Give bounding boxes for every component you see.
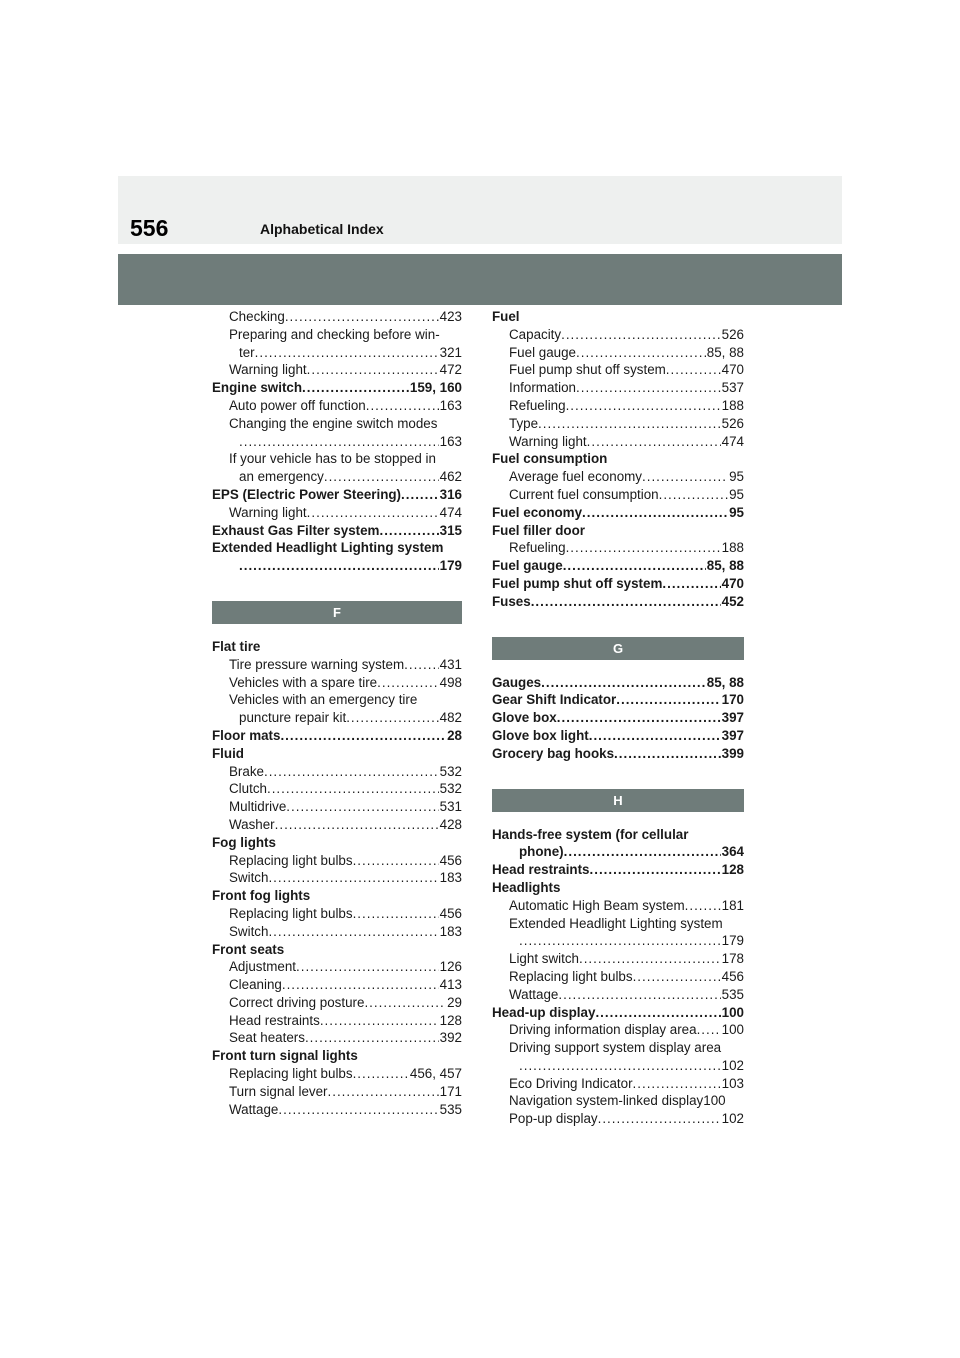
page-reference: 474	[439, 504, 462, 520]
entry-label: Grocery bag hooks	[492, 745, 615, 761]
index-heading	[212, 745, 462, 763]
dot-leader	[566, 539, 721, 557]
dot-leader	[324, 468, 439, 486]
index-entry	[492, 344, 744, 362]
dot-leader	[239, 433, 439, 451]
dot-leader	[404, 656, 439, 674]
dot-leader	[531, 593, 721, 611]
index-heading	[492, 915, 744, 933]
dot-leader	[642, 468, 728, 486]
entry-label: Replacing light bulbs	[229, 905, 353, 921]
page-reference: 470	[721, 362, 744, 378]
entry-label: Pop-up display	[509, 1111, 598, 1127]
page-reference: 456	[439, 905, 462, 921]
index-entry	[212, 905, 462, 923]
dot-leader	[519, 932, 721, 950]
dot-leader	[589, 727, 721, 745]
entry-label: Information	[509, 380, 576, 396]
index-entry	[492, 727, 744, 745]
entry-label: Extended Headlight Lighting system	[509, 915, 723, 931]
entry-label: Refueling	[509, 397, 566, 413]
index-entry	[212, 674, 462, 692]
page-reference: 364	[721, 844, 744, 860]
entry-label: Average fuel economy	[509, 469, 642, 485]
entry-label: Correct driving posture	[229, 994, 365, 1010]
page-reference: 163	[439, 397, 462, 413]
index-entry	[212, 504, 462, 522]
index-heading	[212, 450, 462, 468]
dot-leader	[614, 745, 721, 763]
entry-label: Switch	[229, 870, 269, 886]
entry-label: Capacity	[509, 326, 562, 342]
index-entry	[212, 468, 462, 486]
entry-label: Cleaning	[229, 977, 282, 993]
index-entry	[212, 780, 462, 798]
page-reference: 535	[439, 1101, 462, 1117]
page-reference: 535	[721, 986, 744, 1002]
dot-leader	[353, 905, 439, 923]
page-reference: 102	[721, 1057, 744, 1073]
entry-label: Engine switch	[212, 380, 303, 396]
section-header: G	[492, 637, 744, 660]
page-reference: 171	[439, 1083, 462, 1099]
index-column-right	[492, 308, 744, 1128]
index-heading	[492, 450, 744, 468]
page-reference: 399	[721, 745, 744, 761]
index-heading	[492, 522, 744, 540]
page-reference: 188	[721, 540, 744, 556]
entry-label: Multidrive	[229, 799, 287, 815]
index-heading	[212, 638, 462, 656]
entry-label: Tire pressure warning system	[229, 656, 405, 672]
entry-label: Head-up display	[492, 1004, 596, 1020]
dot-leader	[346, 709, 438, 727]
index-entry	[492, 361, 744, 379]
index-entry	[212, 763, 462, 781]
entry-label: Hands-free system (for cellular	[492, 826, 689, 842]
index-entry	[492, 950, 744, 968]
index-entry	[492, 504, 744, 522]
index-entry	[492, 575, 744, 593]
index-heading	[212, 415, 462, 433]
index-entry	[492, 397, 744, 415]
entry-label: Wattage	[229, 1101, 279, 1117]
index-entry	[492, 932, 744, 950]
index-heading	[212, 941, 462, 959]
page-number: 556	[130, 215, 169, 241]
page-reference: 183	[439, 870, 462, 886]
dot-leader	[697, 1021, 721, 1039]
index-entry	[212, 557, 462, 575]
index-entry	[212, 852, 462, 870]
entry-label: an emergency	[239, 469, 324, 485]
index-entry	[492, 1110, 744, 1128]
entry-label: Fluid	[212, 745, 244, 761]
index-heading	[492, 879, 744, 897]
page-reference: 397	[721, 710, 744, 726]
entry-label: Checking	[229, 309, 285, 324]
index-entry	[492, 415, 744, 433]
entry-label: Auto power off function	[229, 397, 366, 413]
page-reference: 428	[439, 816, 462, 832]
dot-leader	[666, 361, 721, 379]
entry-label: Replacing light bulbs	[229, 852, 353, 868]
entry-label: Flat tire	[212, 638, 261, 654]
dot-leader	[379, 522, 438, 540]
page-reference: 456	[721, 968, 744, 984]
dot-leader	[662, 575, 720, 593]
dot-leader	[275, 816, 439, 834]
page-reference: 431	[439, 656, 462, 672]
page-reference: 526	[721, 326, 744, 342]
entry-label: puncture repair kit	[239, 710, 347, 726]
index-entry	[492, 468, 744, 486]
entry-label: Exhaust Gas Filter system	[212, 522, 380, 538]
entry-label: Floor mats	[212, 727, 281, 743]
index-heading	[212, 691, 462, 709]
section-header: H	[492, 789, 744, 812]
page-reference: 423	[439, 309, 462, 324]
dot-leader	[633, 1075, 721, 1093]
index-entry	[212, 433, 462, 451]
index-entry	[212, 308, 462, 326]
entry-label: EPS (Electric Power Steering)	[212, 486, 402, 502]
entry-label: Front fog lights	[212, 888, 311, 904]
index-entry	[492, 897, 744, 915]
index-entry	[212, 798, 462, 816]
dot-leader	[582, 504, 728, 522]
dot-leader	[278, 1101, 438, 1119]
page-reference: 95	[729, 469, 744, 485]
entry-label: Warning light	[229, 504, 307, 520]
dot-leader	[598, 1110, 721, 1128]
dot-leader	[267, 780, 439, 798]
index-column-left	[212, 308, 462, 1118]
dot-leader	[280, 727, 446, 745]
index-entry	[492, 843, 744, 861]
entry-label: Seat heaters	[229, 1030, 305, 1046]
page-reference: 462	[439, 469, 462, 485]
dot-leader	[286, 798, 438, 816]
entry-label: Preparing and checking before win-	[229, 326, 440, 342]
index-heading	[492, 308, 744, 326]
index-entry	[212, 486, 462, 504]
dot-leader	[557, 709, 721, 727]
page-reference: 452	[721, 593, 744, 609]
entry-label: Replacing light bulbs	[509, 968, 633, 984]
dot-leader	[538, 415, 721, 433]
entry-label: Front seats	[212, 941, 285, 957]
dot-leader	[561, 326, 721, 344]
entry-label: If your vehicle has to be stopped in	[229, 451, 436, 467]
header-band	[118, 176, 842, 244]
dot-leader	[285, 308, 439, 326]
dot-leader	[563, 557, 706, 575]
page-reference: 170	[721, 692, 744, 708]
index-entry	[212, 727, 462, 745]
index-entry	[212, 522, 462, 540]
dot-leader	[366, 397, 439, 415]
page-reference: 163	[439, 433, 462, 449]
dot-leader	[576, 344, 706, 362]
entry-label: Refueling	[509, 540, 566, 556]
dot-leader	[519, 1057, 721, 1075]
page-reference: 531	[439, 799, 462, 815]
index-entry	[492, 968, 744, 986]
section-header: F	[212, 601, 462, 624]
index-heading	[492, 1092, 744, 1110]
entry-label: Head restraints	[492, 862, 590, 878]
entry-label: Gear Shift Indicator	[492, 692, 617, 708]
dot-leader	[328, 1083, 439, 1101]
page-reference: 315	[439, 522, 462, 538]
index-entry	[492, 674, 744, 692]
entry-label: Fuel economy	[492, 504, 583, 520]
index-entry	[212, 1065, 462, 1083]
entry-label: Automatic High Beam system	[509, 897, 685, 913]
dot-leader	[616, 691, 720, 709]
index-entry	[492, 861, 744, 879]
entry-label: Changing the engine switch modes	[229, 415, 438, 431]
entry-label: Fuel	[492, 309, 520, 324]
page-title: Alphabetical Index	[260, 221, 384, 237]
page-reference: 472	[439, 362, 462, 378]
page-reference: 103	[721, 1075, 744, 1091]
page-reference: 85, 88	[706, 558, 744, 574]
page-reference: 28	[447, 727, 462, 743]
entry-label: Eco Driving Indicator	[509, 1075, 633, 1091]
dot-leader	[320, 1012, 439, 1030]
page-reference: 482	[439, 710, 462, 726]
dot-leader	[685, 897, 721, 915]
dot-leader	[353, 1065, 409, 1083]
entry-label: Current fuel consumption	[509, 486, 659, 502]
index-entry	[212, 869, 462, 887]
index-entry	[492, 1021, 744, 1039]
index-entry	[492, 326, 744, 344]
entry-label: Vehicles with a spare tire	[229, 674, 378, 690]
index-heading	[212, 887, 462, 905]
dot-leader	[364, 994, 446, 1012]
index-entry	[492, 539, 744, 557]
entry-label: Clutch	[229, 781, 267, 797]
entry-label: Adjustment	[229, 959, 296, 975]
page-reference: 537	[721, 380, 744, 396]
entry-label: Gauges	[492, 674, 542, 690]
index-entry	[492, 1004, 744, 1022]
index-entry	[492, 593, 744, 611]
entry-label: Switch	[229, 923, 269, 939]
dot-leader	[239, 557, 439, 575]
page-reference: 456	[439, 852, 462, 868]
page-reference: 456, 457	[409, 1066, 462, 1082]
page-reference: 95	[729, 504, 744, 520]
page-reference: 85, 88	[706, 344, 744, 360]
page-reference: 526	[721, 415, 744, 431]
entry-label: phone)	[519, 844, 564, 860]
dot-leader	[305, 1029, 439, 1047]
entry-label: Wattage	[509, 986, 559, 1002]
dot-leader	[579, 950, 721, 968]
entry-label: Headlights	[492, 879, 561, 895]
index-heading	[212, 834, 462, 852]
page-reference: 128	[439, 1012, 462, 1028]
dot-leader	[296, 958, 439, 976]
entry-label: Driving information display area	[509, 1022, 697, 1038]
entry-label: Warning light	[509, 433, 587, 449]
index-heading	[492, 1039, 744, 1057]
page-reference: 126	[439, 959, 462, 975]
index-entry	[492, 433, 744, 451]
page-reference: 188	[721, 397, 744, 413]
dot-leader	[587, 433, 721, 451]
index-entry	[212, 994, 462, 1012]
page-reference: 392	[439, 1030, 462, 1046]
dot-leader	[302, 379, 409, 397]
index-entry	[492, 709, 744, 727]
dot-leader	[307, 504, 439, 522]
entry-label: Head restraints	[229, 1012, 320, 1028]
entry-label: Navigation system-linked display100	[509, 1093, 726, 1109]
index-heading	[212, 539, 462, 557]
page-reference: 128	[721, 862, 744, 878]
index-entry	[212, 361, 462, 379]
dot-leader	[401, 486, 439, 504]
index-entry	[492, 691, 744, 709]
dot-leader	[659, 486, 728, 504]
index-heading	[212, 1047, 462, 1065]
page-reference: 183	[439, 923, 462, 939]
index-entry	[212, 958, 462, 976]
page-reference: 397	[721, 727, 744, 743]
entry-label: Fuel filler door	[492, 522, 585, 538]
entry-label: Replacing light bulbs	[229, 1066, 353, 1082]
page-reference: 159, 160	[409, 380, 462, 396]
index-entry	[212, 1012, 462, 1030]
header-bar	[118, 254, 842, 305]
entry-label: Fuses	[492, 593, 531, 609]
entry-label: Type	[509, 415, 539, 431]
index-entry	[212, 379, 462, 397]
dot-leader	[255, 344, 439, 362]
entry-label: Fuel consumption	[492, 451, 608, 467]
entry-label: Fuel pump shut off system	[509, 362, 666, 378]
entry-label: Turn signal lever	[229, 1083, 328, 1099]
dot-leader	[268, 923, 438, 941]
page-reference: 100	[721, 1004, 744, 1020]
index-entry	[492, 1075, 744, 1093]
dot-leader	[576, 379, 721, 397]
entry-label: Fuel gauge	[492, 558, 563, 574]
dot-leader	[633, 968, 721, 986]
entry-label: Glove box light	[492, 727, 589, 743]
page-reference: 316	[439, 486, 462, 502]
index-entry	[212, 816, 462, 834]
page-reference: 179	[721, 933, 744, 949]
entry-label: Brake	[229, 763, 264, 779]
page-reference: 321	[439, 344, 462, 360]
index-entry	[212, 656, 462, 674]
dot-leader	[282, 976, 439, 994]
index-entry	[492, 986, 744, 1004]
dot-leader	[595, 1004, 720, 1022]
page-reference: 181	[721, 897, 744, 913]
dot-leader	[566, 397, 721, 415]
entry-label: Warning light	[229, 362, 307, 378]
entry-label: Driving support system display area	[509, 1040, 722, 1056]
index-entry	[212, 1083, 462, 1101]
index-entry	[492, 486, 744, 504]
dot-leader	[558, 986, 720, 1004]
page-reference: 498	[439, 674, 462, 690]
dot-leader	[377, 674, 439, 692]
index-heading	[212, 326, 462, 344]
entry-label: Light switch	[509, 951, 579, 967]
index-entry	[492, 1057, 744, 1075]
entry-label: Glove box	[492, 710, 557, 726]
index-entry	[492, 745, 744, 763]
page-reference: 474	[721, 433, 744, 449]
entry-label: ter	[239, 344, 255, 360]
index-entry	[212, 1101, 462, 1119]
index-entry	[212, 344, 462, 362]
dot-leader	[541, 674, 706, 692]
dot-leader	[264, 763, 439, 781]
index-entry	[212, 397, 462, 415]
index-entry	[212, 1029, 462, 1047]
page-reference: 29	[447, 994, 462, 1010]
entry-label: Vehicles with an emergency tire	[229, 692, 418, 708]
entry-label: Front turn signal lights	[212, 1048, 358, 1064]
entry-label: Fog lights	[212, 834, 276, 850]
entry-label: Washer	[229, 816, 275, 832]
page-reference: 85, 88	[706, 674, 744, 690]
page-reference: 100	[721, 1022, 744, 1038]
page-reference: 413	[439, 977, 462, 993]
entry-label: Extended Headlight Lighting system	[212, 540, 444, 556]
page-reference: 95	[729, 486, 744, 502]
index-entry	[212, 976, 462, 994]
index-entry	[212, 923, 462, 941]
page-reference: 532	[439, 781, 462, 797]
index-entry	[492, 557, 744, 575]
index-heading	[492, 826, 744, 844]
dot-leader	[353, 852, 439, 870]
page-reference: 470	[721, 575, 744, 591]
entry-label: Fuel pump shut off system	[492, 575, 663, 591]
page-reference: 532	[439, 763, 462, 779]
dot-leader	[307, 361, 439, 379]
dot-leader	[564, 843, 721, 861]
page-reference: 179	[439, 558, 462, 574]
entry-label: Fuel gauge	[509, 344, 577, 360]
dot-leader	[268, 869, 438, 887]
page-reference: 178	[721, 951, 744, 967]
dot-leader	[590, 861, 721, 879]
index-entry	[212, 709, 462, 727]
index-entry	[492, 379, 744, 397]
page-reference: 102	[721, 1111, 744, 1127]
